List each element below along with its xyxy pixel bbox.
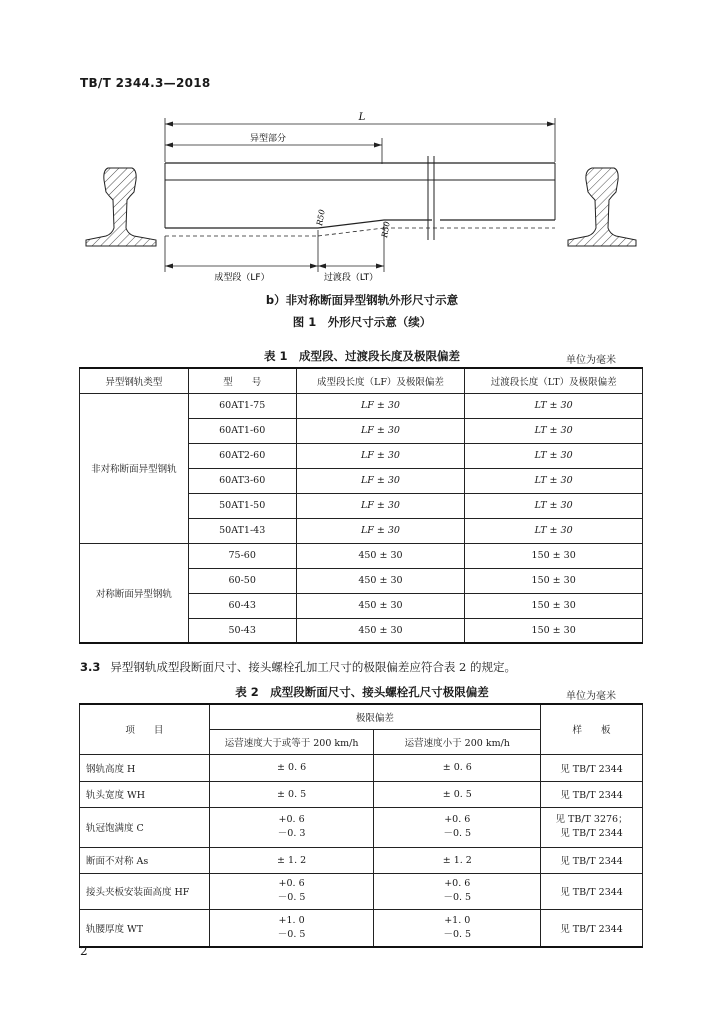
table-row: [80, 754, 643, 781]
low-cell: ± 1. 2: [374, 847, 541, 873]
low-cell: [374, 873, 541, 909]
table-row: [80, 781, 643, 807]
template-cell: [541, 807, 643, 847]
high-cell: ± 0. 6: [209, 754, 374, 781]
lower-value: －0. 5: [277, 928, 306, 940]
upper-value: +0. 6: [278, 814, 305, 825]
template-cell: 见 TB/T 2344: [541, 781, 643, 807]
right-rail-section: [568, 168, 636, 246]
clause-number: 3.3: [80, 660, 101, 674]
template-ref: 见 TB/T 2344: [560, 828, 623, 839]
lt-cell: LT ± 30: [465, 393, 643, 418]
label-L: L: [358, 112, 366, 123]
model-cell: 50-43: [188, 618, 296, 643]
model-cell: 60AT1-75: [188, 393, 296, 418]
low-cell: ± 0. 6: [374, 754, 541, 781]
label-radius-1: R50: [315, 208, 327, 227]
table2-unit: 单位为毫米: [566, 691, 616, 702]
lt-cell: 150 ± 30: [465, 618, 643, 643]
lf-cell: 450 ± 30: [296, 618, 465, 643]
group-cell: 对称断面异型钢轨: [80, 543, 189, 643]
model-cell: 75-60: [188, 543, 296, 568]
item-cell: 钢轨高度 H: [80, 754, 210, 781]
rail-profile-drawing: [0, 100, 724, 300]
clause-3-3: [80, 659, 516, 675]
lower-value: －0. 5: [277, 892, 306, 903]
item-cell: 轨冠饱满度 C: [80, 807, 210, 847]
lf-cell: 450 ± 30: [296, 568, 465, 593]
upper-value: +0. 6: [444, 814, 471, 825]
high-cell: [209, 873, 374, 909]
upper-value: +0. 6: [278, 878, 305, 889]
item-cell: 轨头宽度 WH: [80, 781, 210, 807]
header-limit: 极限偏差: [209, 704, 540, 729]
lf-cell: LF ± 30: [296, 493, 465, 518]
lf-cell: 450 ± 30: [296, 593, 465, 618]
page-number: 2: [80, 944, 88, 958]
lt-cell: 150 ± 30: [465, 593, 643, 618]
lt-cell: LT ± 30: [465, 468, 643, 493]
high-cell: ± 1. 2: [209, 847, 374, 873]
item-cell: 轨腰厚度 WT: [80, 909, 210, 947]
upper-value: +0. 6: [444, 878, 471, 889]
lf-cell: LF ± 30: [296, 518, 465, 543]
template-cell: 见 TB/T 2344: [541, 873, 643, 909]
header-low-speed: 运营速度小于 200 km/h: [374, 729, 541, 754]
lt-cell: 150 ± 30: [465, 568, 643, 593]
header-item: 项 目: [80, 704, 210, 754]
model-cell: 60AT1-60: [188, 418, 296, 443]
table-header-row: [80, 368, 643, 393]
label-LF: 成型段（LF）: [214, 273, 270, 283]
header-cell: 异型钢轨类型: [80, 368, 189, 393]
high-cell: [209, 807, 374, 847]
lf-cell: LF ± 30: [296, 468, 465, 493]
lt-cell: LT ± 30: [465, 418, 643, 443]
table-row: [80, 909, 643, 947]
low-cell: ± 0. 5: [374, 781, 541, 807]
item-cell: 接头夹板安装面高度 HF: [80, 873, 210, 909]
template-cell: 见 TB/T 2344: [541, 754, 643, 781]
table-row: [80, 847, 643, 873]
header-template: 样 板: [541, 704, 643, 754]
table-header-row: [80, 704, 643, 729]
upper-value: +1. 0: [278, 914, 305, 926]
lf-cell: LF ± 30: [296, 418, 465, 443]
label-LT: 过渡段（LT）: [323, 273, 379, 283]
model-cell: 60-43: [188, 593, 296, 618]
template-cell: 见 TB/T 2344: [541, 909, 643, 947]
clause-text: 异型钢轨成型段断面尺寸、接头螺栓孔加工尺寸的极限偏差应符合表 2 的规定。: [110, 660, 516, 674]
lower-value: －0. 5: [443, 892, 472, 903]
table-1: [79, 367, 643, 644]
lf-cell: LF ± 30: [296, 393, 465, 418]
low-cell: [374, 807, 541, 847]
model-cell: 50AT1-43: [188, 518, 296, 543]
figure-caption: 图 1 外形尺寸示意（续）: [292, 315, 432, 329]
table1-unit: 单位为毫米: [566, 355, 616, 366]
figure-subcaption: b）非对称断面异型钢轨外形尺寸示意: [265, 293, 459, 307]
upper-value: +1. 0: [444, 914, 471, 926]
label-radius-2: R50: [380, 220, 392, 239]
model-cell: 50AT1-50: [188, 493, 296, 518]
header-cell: 型 号: [188, 368, 296, 393]
left-rail-section: [86, 168, 156, 246]
lt-cell: LT ± 30: [465, 443, 643, 468]
lower-value: －0. 5: [443, 828, 472, 839]
table-row: [80, 873, 643, 909]
model-cell: 60AT2-60: [188, 443, 296, 468]
table-row: [80, 393, 643, 418]
header-high-speed: 运营速度大于或等于 200 km/h: [209, 729, 374, 754]
lt-cell: LT ± 30: [465, 493, 643, 518]
table-row: [80, 543, 643, 568]
table-2: [79, 703, 643, 948]
template-ref: 见 TB/T 3276；: [555, 814, 628, 825]
high-cell: ± 0. 5: [209, 781, 374, 807]
header-cell: 成型段长度（LF）及极限偏差: [296, 368, 465, 393]
lower-value: －0. 5: [443, 928, 472, 940]
lf-cell: 450 ± 30: [296, 543, 465, 568]
lf-cell: LF ± 30: [296, 443, 465, 468]
label-profile-part: 异型部分: [249, 134, 287, 144]
model-cell: 60-50: [188, 568, 296, 593]
lt-cell: LT ± 30: [465, 518, 643, 543]
header-cell: 过渡段长度（LT）及极限偏差: [465, 368, 643, 393]
lower-value: －0. 3: [277, 828, 306, 839]
model-cell: 60AT3-60: [188, 468, 296, 493]
item-cell: 断面不对称 As: [80, 847, 210, 873]
document-code: TB/T 2344.3—2018: [80, 76, 211, 90]
high-cell: [209, 909, 374, 947]
table1-title: 表 1 成型段、过渡段长度及极限偏差: [263, 349, 460, 363]
group-cell: 非对称断面异型钢轨: [80, 393, 189, 543]
template-cell: 见 TB/T 2344: [541, 847, 643, 873]
low-cell: [374, 909, 541, 947]
lt-cell: 150 ± 30: [465, 543, 643, 568]
table2-title: 表 2 成型段断面尺寸、接头螺栓孔尺寸极限偏差: [235, 685, 489, 699]
table-row: [80, 807, 643, 847]
